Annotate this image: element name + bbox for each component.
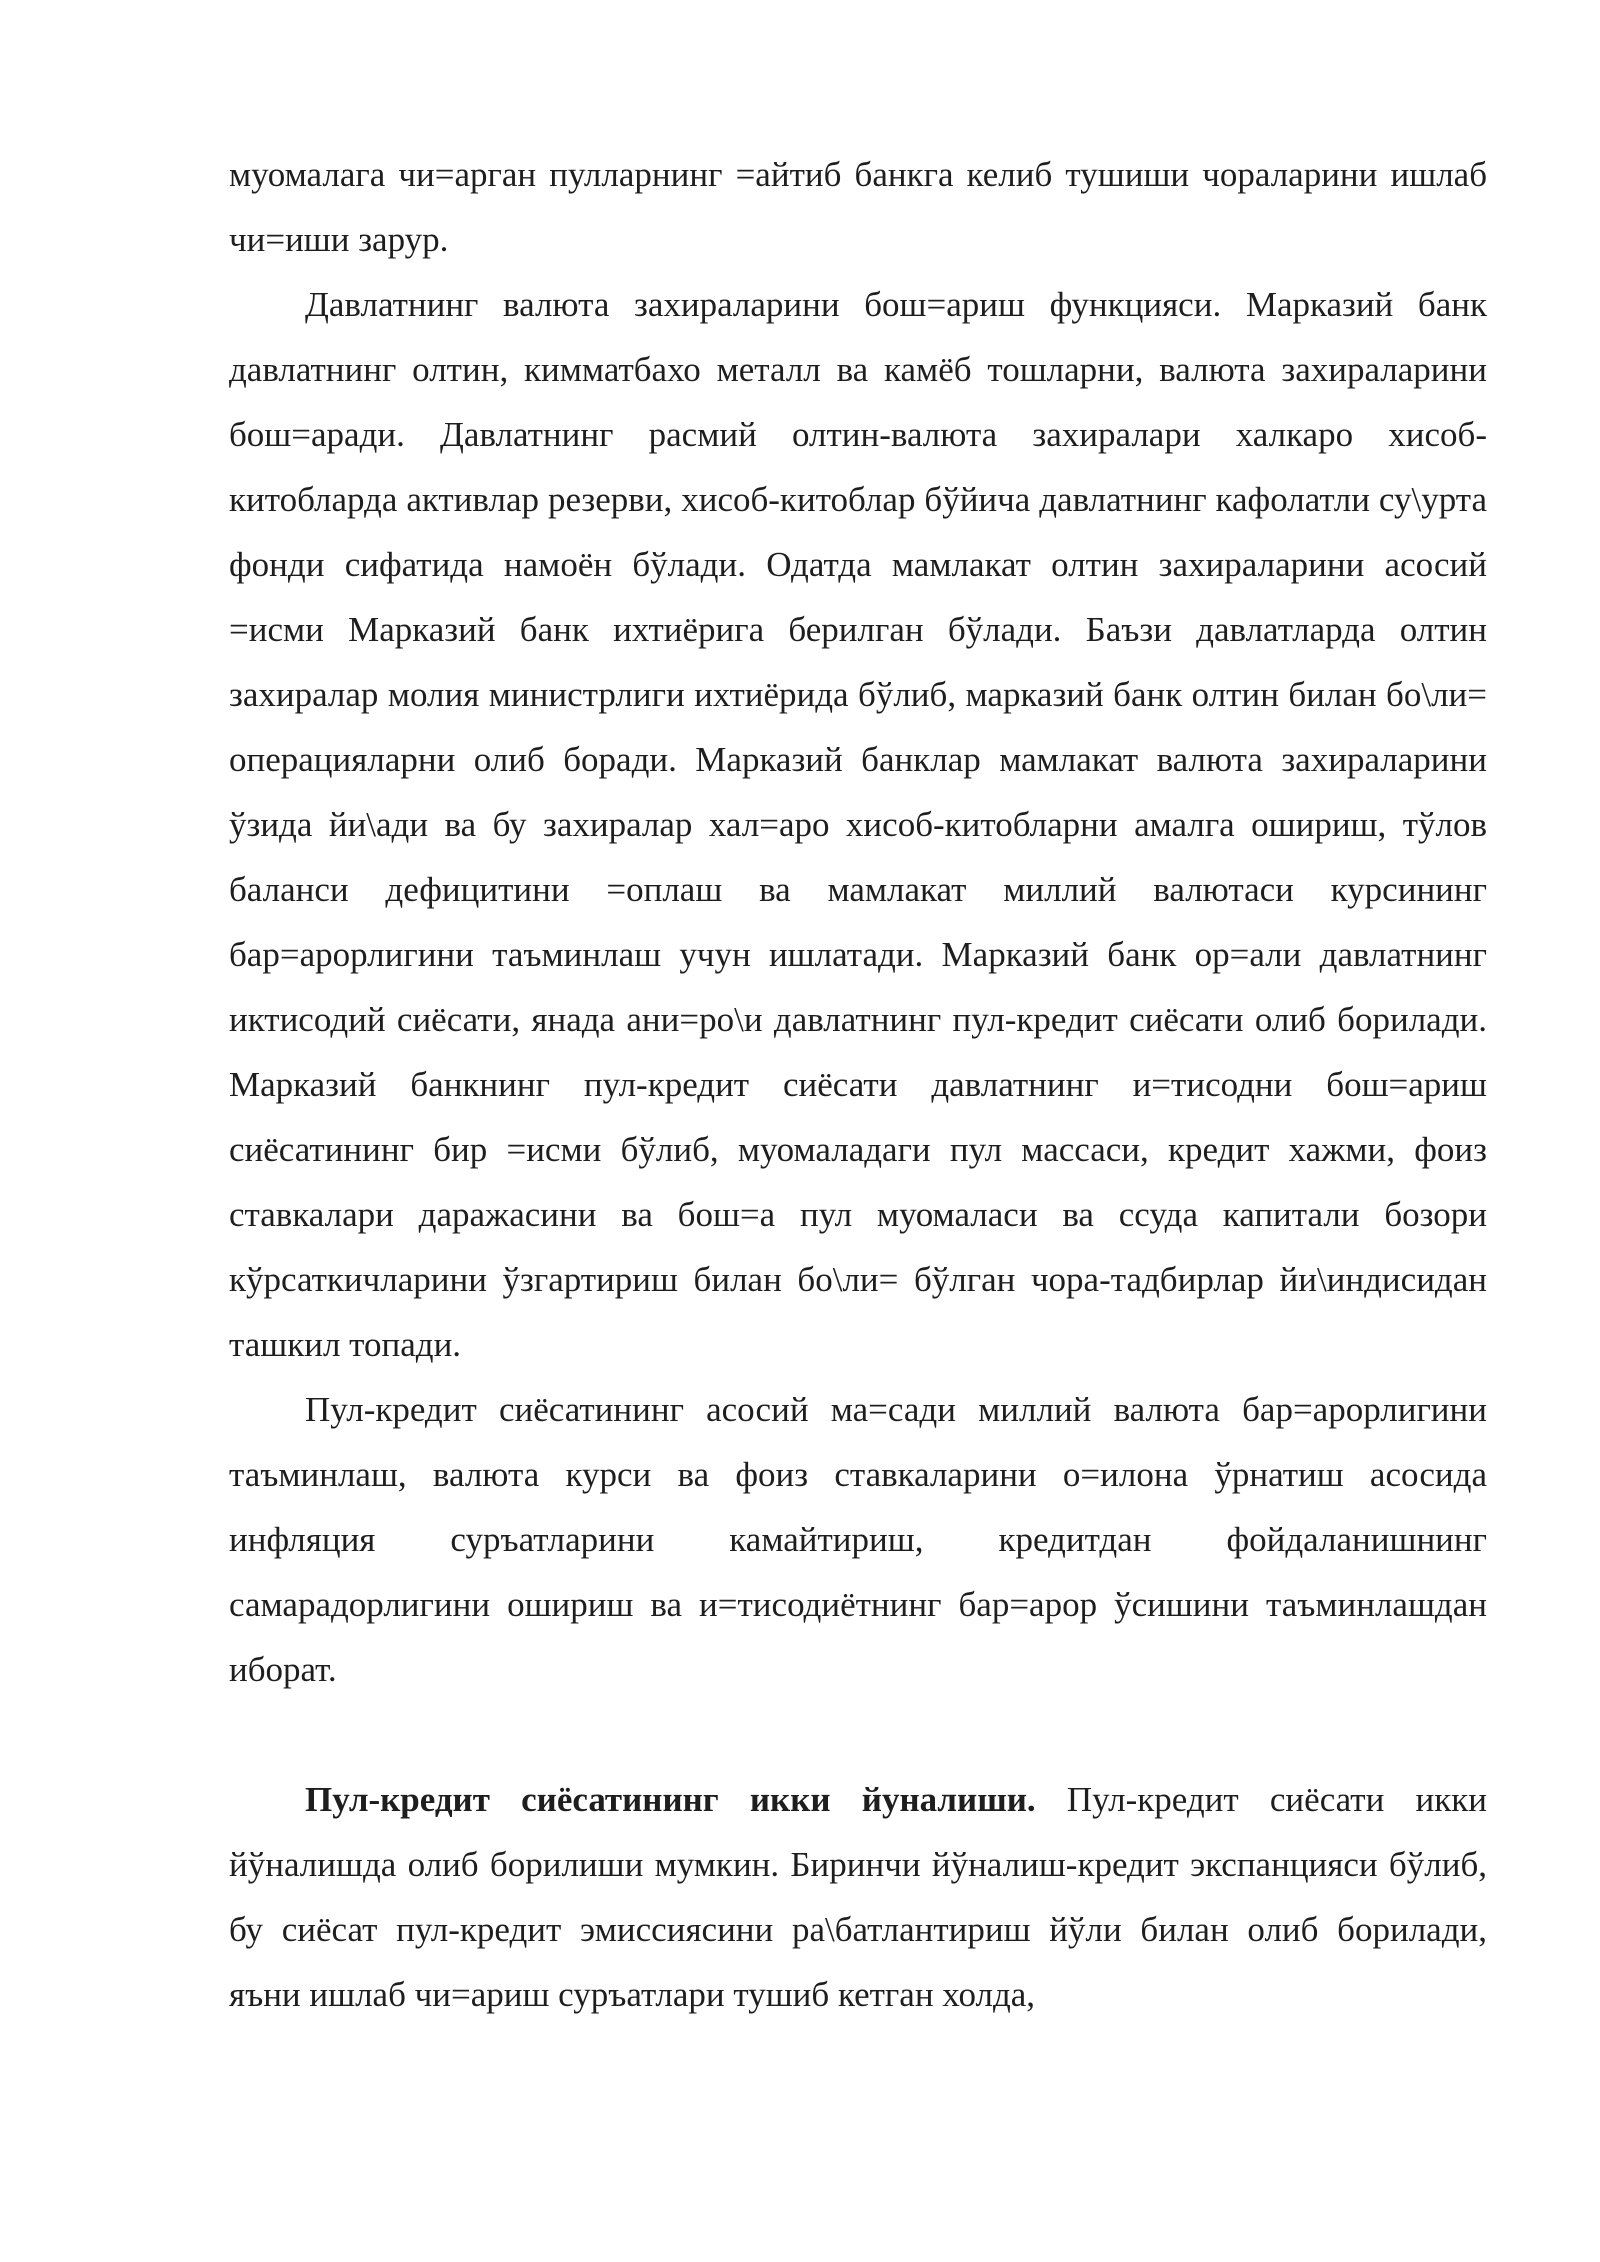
paragraph-currency-reserves: Давлатнинг валюта захираларини бош=ариш функцияси. Марказий банк давлатнинг олтин, кимматбахо металл ва камёб тошларни, валюта захираларини бош=аради. Давлатнинг расмий олтин-валюта захиралари халкаро хисоб-китобларда активлар резерви, хисоб-китоблар бўйича давлатнинг кафолатли су\урта фонди сифатида намоён бўлади. Одатда мамлакат олтин захираларини асосий =исми Марказий банк ихтиёрига берилган бўлади. Баъзи давлатларда олтин захиралар молия министрлиги ихтиёрида бўлиб, марказий банк олтин билан бо\ли= операцияларни олиб боради. Марказий банклар мамлакат валюта захираларини ўзида йи\ади ва бу захиралар хал=аро хисоб-китобларни амалга ошириш, тўлов баланси дефицитини =оплаш ва мамлакат миллий валютаси курсининг бар=арорлигини таъминлаш учун ишлатади. Марказий банк ор=али давлатнинг иктисодий сиёсати, янада ани=ро\и давлатнинг пул-кредит сиёсати олиб борилади. Марказий банкнинг пул-кредит сиёсати давлатнинг и=тисодни бош=ариш сиёсатининг бир =исми бўлиб, муомаладаги пул массаси, кредит хажми, фоиз ставкалари даражасини ва бош=а пул муомаласи ва ссуда капитали бозори кўрсаткичларини ўзгартириш билан бо\ли= бўлган чора-тадбирлар йи\индисидан ташкил топади. bbox=[229, 285, 1487, 1364]
paragraph-monetary-policy-goal: Пул-кредит сиёсатининг асосий ма=сади миллий валюта бар=арорлигини таъминлаш, валюта курси ва фоиз ставкаларини о=илона ўрнатиш асосида инфляция суръатларини камайтириш, кредитдан фойдаланишнинг самарадорлигини ошириш ва и=тисодиётнинг бар=арор ўсишини таъминлашдан иборат. bbox=[229, 1390, 1487, 1689]
paragraph-two-directions bbox=[229, 1767, 1487, 2027]
paragraph-gap bbox=[229, 1702, 1487, 1767]
section-heading: Пул-кредит сиёсатининг икки йуналиши. bbox=[305, 1780, 1036, 1819]
paragraph-continuation: муомалага чи=арган пулларнинг =айтиб банкга келиб тушиши чораларини ишлаб чи=иши зарур. bbox=[229, 155, 1487, 259]
document-page bbox=[229, 142, 1487, 2027]
section-body: Пул-кредит сиёсати икки йўналишда олиб борилиши мумкин. Биринчи йўналиш-кредит экспанцияси бўлиб, бу сиёсат пул-кредит эмиссиясини ра\батлантириш йўли билан олиб борилади, яъни ишлаб чи=ариш суръатлари тушиб кетган холда, bbox=[229, 1780, 1487, 2014]
